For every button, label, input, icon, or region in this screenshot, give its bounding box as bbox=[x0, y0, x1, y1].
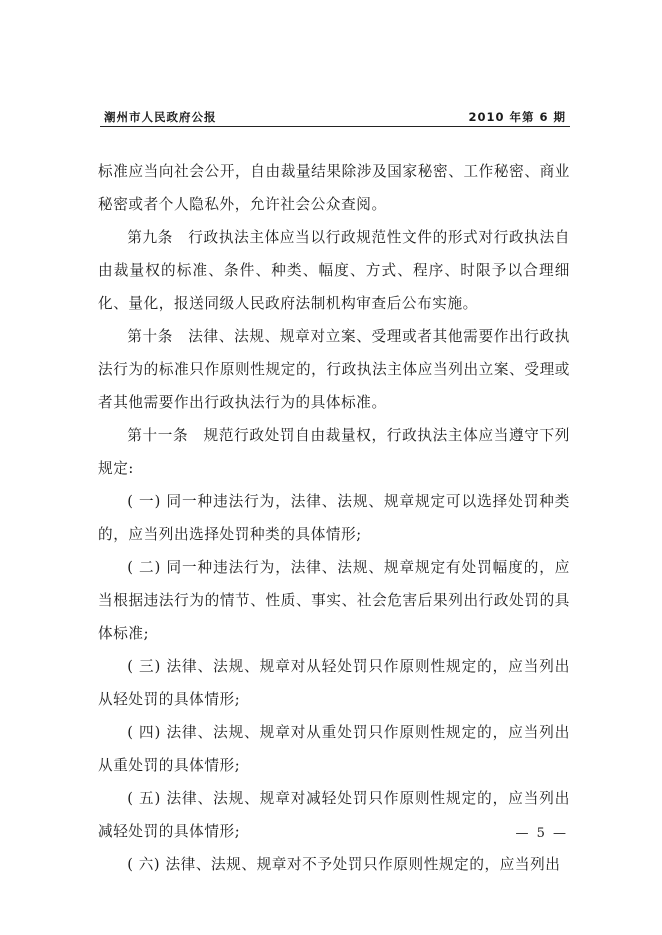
clause-2: ( 二) 同一种违法行为，法律、法规、规章规定有处罚幅度的，应当根据违法行为的情节、性质、事实、社会危害后果列出行政处罚的具体标准; bbox=[98, 559, 570, 642]
clause-6: ( 六) 法律、法规、规章对不予处罚只作原则性规定的，应当列出 bbox=[127, 856, 561, 873]
running-header bbox=[100, 106, 570, 127]
clause-5: ( 五) 法律、法规、规章对减轻处罚只作原则性规定的，应当列出减轻处罚的具体情形; bbox=[98, 790, 570, 840]
article-10: 第十条 法律、法规、规章对立案、受理或者其他需要作出行政执法行为的标准只作原则性规定的，行政执法主体应当列出立案、受理或者其他需要作出行政执法行为的具体标准。 bbox=[98, 328, 570, 411]
article-9: 第九条 行政执法主体应当以行政规范性文件的形式对行政执法自由裁量权的标准、条件、种类、幅度、方式、程序、时限予以合理细化、量化，报送同级人民政府法制机构审查后公布实施。 bbox=[98, 229, 570, 312]
paragraph-continuation: 标准应当向社会公开，自由裁量结果除涉及国家秘密、工作秘密、商业秘密或者个人隐私外，允许社会公众查阅。 bbox=[98, 163, 570, 213]
page-number: — 5 — bbox=[515, 826, 568, 841]
article-11: 第十一条 规范行政处罚自由裁量权，行政执法主体应当遵守下列规定: bbox=[98, 427, 570, 477]
document-body bbox=[98, 155, 570, 881]
clause-1: ( 一) 同一种违法行为，法律、法规、规章规定可以选择处罚种类的，应当列出选择处罚种类的具体情形; bbox=[98, 493, 570, 543]
issue-number: 2010 年第 6 期 bbox=[468, 110, 566, 124]
publication-title: 潮州市人民政府公报 bbox=[104, 110, 217, 124]
clause-3: ( 三) 法律、法规、规章对从轻处罚只作原则性规定的，应当列出从轻处罚的具体情形; bbox=[98, 658, 570, 708]
clause-4: ( 四) 法律、法规、规章对从重处罚只作原则性规定的，应当列出从重处罚的具体情形; bbox=[98, 724, 570, 774]
